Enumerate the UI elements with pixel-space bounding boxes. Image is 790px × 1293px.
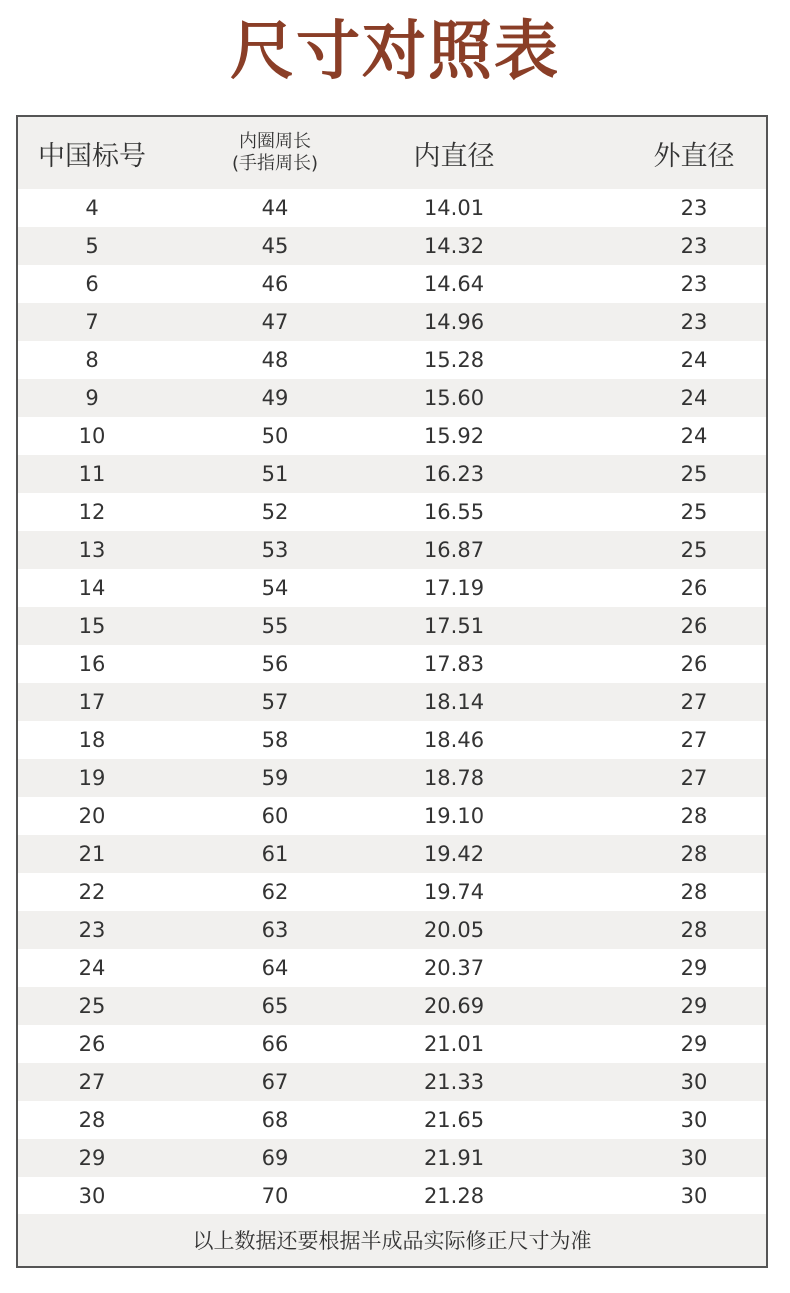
cell-cn-size: 6: [85, 272, 99, 296]
cell-inner-circumference: 64: [261, 956, 289, 980]
table-header: [18, 117, 766, 189]
cell-outer-diameter: 24: [680, 424, 708, 448]
table-row: [18, 1101, 766, 1139]
table-body: [18, 189, 766, 1215]
cell-outer-diameter: 28: [680, 880, 708, 904]
cell-inner-circumference: 70: [261, 1184, 289, 1208]
cell-inner-circumference: 48: [261, 348, 289, 372]
cell-cn-size: 15: [78, 614, 106, 638]
cell-inner-circumference: 57: [261, 690, 289, 714]
table-row: [18, 911, 766, 949]
table-row: [18, 1139, 766, 1177]
cell-outer-diameter: 25: [680, 500, 708, 524]
cell-inner-diameter: 15.92: [423, 424, 485, 448]
cell-inner-circumference: 46: [261, 272, 289, 296]
cell-outer-diameter: 28: [680, 804, 708, 828]
cell-outer-diameter: 23: [680, 196, 708, 220]
cell-outer-diameter: 26: [680, 576, 708, 600]
header-inner-diameter: 内直径: [413, 140, 495, 172]
table-row: [18, 303, 766, 341]
cell-inner-diameter: 21.91: [423, 1146, 485, 1170]
cell-inner-circumference: 54: [261, 576, 289, 600]
cell-inner-diameter: 14.64: [423, 272, 485, 296]
cell-inner-circumference: 69: [261, 1146, 289, 1170]
cell-cn-size: 18: [78, 728, 106, 752]
table-row: [18, 835, 766, 873]
cell-inner-diameter: 19.10: [423, 804, 485, 828]
table-row: [18, 531, 766, 569]
cell-inner-diameter: 21.33: [423, 1070, 485, 1094]
cell-cn-size: 12: [78, 500, 106, 524]
cell-cn-size: 14: [78, 576, 106, 600]
table-row: [18, 569, 766, 607]
cell-cn-size: 10: [78, 424, 106, 448]
table-row: [18, 1063, 766, 1101]
cell-inner-diameter: 20.37: [423, 956, 485, 980]
cell-outer-diameter: 27: [680, 766, 708, 790]
cell-outer-diameter: 30: [680, 1184, 708, 1208]
cell-inner-diameter: 15.28: [423, 348, 485, 372]
cell-inner-diameter: 18.46: [423, 728, 485, 752]
cell-cn-size: 30: [78, 1184, 106, 1208]
cell-cn-size: 29: [78, 1146, 106, 1170]
cell-inner-circumference: 68: [261, 1108, 289, 1132]
cell-inner-diameter: 14.01: [423, 196, 485, 220]
cell-inner-diameter: 17.51: [423, 614, 485, 638]
cell-cn-size: 11: [78, 462, 106, 486]
cell-inner-diameter: 18.14: [423, 690, 485, 714]
cell-cn-size: 21: [78, 842, 106, 866]
cell-inner-circumference: 49: [261, 386, 289, 410]
cell-outer-diameter: 27: [680, 728, 708, 752]
cell-inner-diameter: 18.78: [423, 766, 485, 790]
cell-inner-circumference: 60: [261, 804, 289, 828]
table-row: [18, 949, 766, 987]
cell-cn-size: 25: [78, 994, 106, 1018]
footer-note: 以上数据还要根据半成品实际修正尺寸为准: [18, 1214, 766, 1266]
cell-cn-size: 19: [78, 766, 106, 790]
cell-inner-diameter: 21.28: [423, 1184, 485, 1208]
table-row: [18, 341, 766, 379]
table-row: [18, 683, 766, 721]
cell-outer-diameter: 27: [680, 690, 708, 714]
cell-cn-size: 4: [85, 196, 99, 220]
cell-outer-diameter: 30: [680, 1070, 708, 1094]
cell-inner-circumference: 52: [261, 500, 289, 524]
cell-outer-diameter: 26: [680, 614, 708, 638]
table-row: [18, 987, 766, 1025]
cell-cn-size: 28: [78, 1108, 106, 1132]
cell-cn-size: 20: [78, 804, 106, 828]
header-outer-diameter: 外直径: [653, 140, 735, 172]
cell-inner-diameter: 19.42: [423, 842, 485, 866]
table-row: [18, 265, 766, 303]
cell-inner-diameter: 21.65: [423, 1108, 485, 1132]
cell-outer-diameter: 30: [680, 1146, 708, 1170]
cell-cn-size: 23: [78, 918, 106, 942]
cell-outer-diameter: 25: [680, 462, 708, 486]
cell-cn-size: 22: [78, 880, 106, 904]
cell-inner-circumference: 45: [261, 234, 289, 258]
page-title: 尺寸对照表: [230, 14, 560, 89]
table-row: [18, 1025, 766, 1063]
cell-inner-diameter: 20.69: [423, 994, 485, 1018]
cell-inner-circumference: 53: [261, 538, 289, 562]
cell-cn-size: 9: [85, 386, 99, 410]
cell-inner-circumference: 44: [261, 196, 289, 220]
cell-inner-diameter: 16.87: [423, 538, 485, 562]
cell-cn-size: 17: [78, 690, 106, 714]
cell-outer-diameter: 30: [680, 1108, 708, 1132]
cell-outer-diameter: 23: [680, 234, 708, 258]
cell-inner-diameter: 20.05: [423, 918, 485, 942]
cell-inner-circumference: 61: [261, 842, 289, 866]
cell-inner-circumference: 59: [261, 766, 289, 790]
size-chart-table: [16, 115, 768, 1268]
cell-inner-circumference: 55: [261, 614, 289, 638]
cell-cn-size: 26: [78, 1032, 106, 1056]
cell-inner-diameter: 16.55: [423, 500, 485, 524]
cell-inner-diameter: 21.01: [423, 1032, 485, 1056]
header-inner-circumference-line1: 内圈周长: [239, 131, 311, 152]
cell-inner-diameter: 14.96: [423, 310, 485, 334]
table-row: [18, 493, 766, 531]
cell-inner-diameter: 16.23: [423, 462, 485, 486]
table-row: [18, 227, 766, 265]
cell-cn-size: 7: [85, 310, 99, 334]
cell-outer-diameter: 28: [680, 918, 708, 942]
cell-inner-diameter: 19.74: [423, 880, 485, 904]
cell-outer-diameter: 24: [680, 348, 708, 372]
cell-inner-diameter: 14.32: [423, 234, 485, 258]
cell-outer-diameter: 26: [680, 652, 708, 676]
cell-outer-diameter: 28: [680, 842, 708, 866]
header-inner-circumference: [166, 131, 384, 175]
table-row: [18, 759, 766, 797]
cell-outer-diameter: 29: [680, 994, 708, 1018]
cell-inner-circumference: 62: [261, 880, 289, 904]
header-cn-size: 中国标号: [38, 140, 146, 172]
cell-cn-size: 8: [85, 348, 99, 372]
cell-inner-circumference: 63: [261, 918, 289, 942]
header-inner-circumference-line2: (手指周长): [231, 153, 319, 174]
cell-cn-size: 13: [78, 538, 106, 562]
cell-outer-diameter: 24: [680, 386, 708, 410]
table-row: [18, 645, 766, 683]
table-row: [18, 189, 766, 227]
table-row: [18, 1177, 766, 1215]
table-row: [18, 797, 766, 835]
cell-outer-diameter: 23: [680, 310, 708, 334]
cell-inner-circumference: 65: [261, 994, 289, 1018]
table-row: [18, 417, 766, 455]
cell-inner-diameter: 17.83: [423, 652, 485, 676]
cell-cn-size: 16: [78, 652, 106, 676]
cell-inner-circumference: 67: [261, 1070, 289, 1094]
cell-outer-diameter: 29: [680, 956, 708, 980]
cell-inner-circumference: 66: [261, 1032, 289, 1056]
cell-inner-circumference: 51: [261, 462, 289, 486]
table-row: [18, 455, 766, 493]
cell-inner-diameter: 15.60: [423, 386, 485, 410]
cell-cn-size: 27: [78, 1070, 106, 1094]
cell-outer-diameter: 25: [680, 538, 708, 562]
cell-outer-diameter: 23: [680, 272, 708, 296]
cell-inner-circumference: 58: [261, 728, 289, 752]
cell-cn-size: 5: [85, 234, 99, 258]
cell-inner-diameter: 17.19: [423, 576, 485, 600]
cell-outer-diameter: 29: [680, 1032, 708, 1056]
table-row: [18, 721, 766, 759]
table-row: [18, 607, 766, 645]
cell-inner-circumference: 56: [261, 652, 289, 676]
cell-inner-circumference: 50: [261, 424, 289, 448]
cell-cn-size: 24: [78, 956, 106, 980]
cell-inner-circumference: 47: [261, 310, 289, 334]
table-row: [18, 873, 766, 911]
table-row: [18, 379, 766, 417]
